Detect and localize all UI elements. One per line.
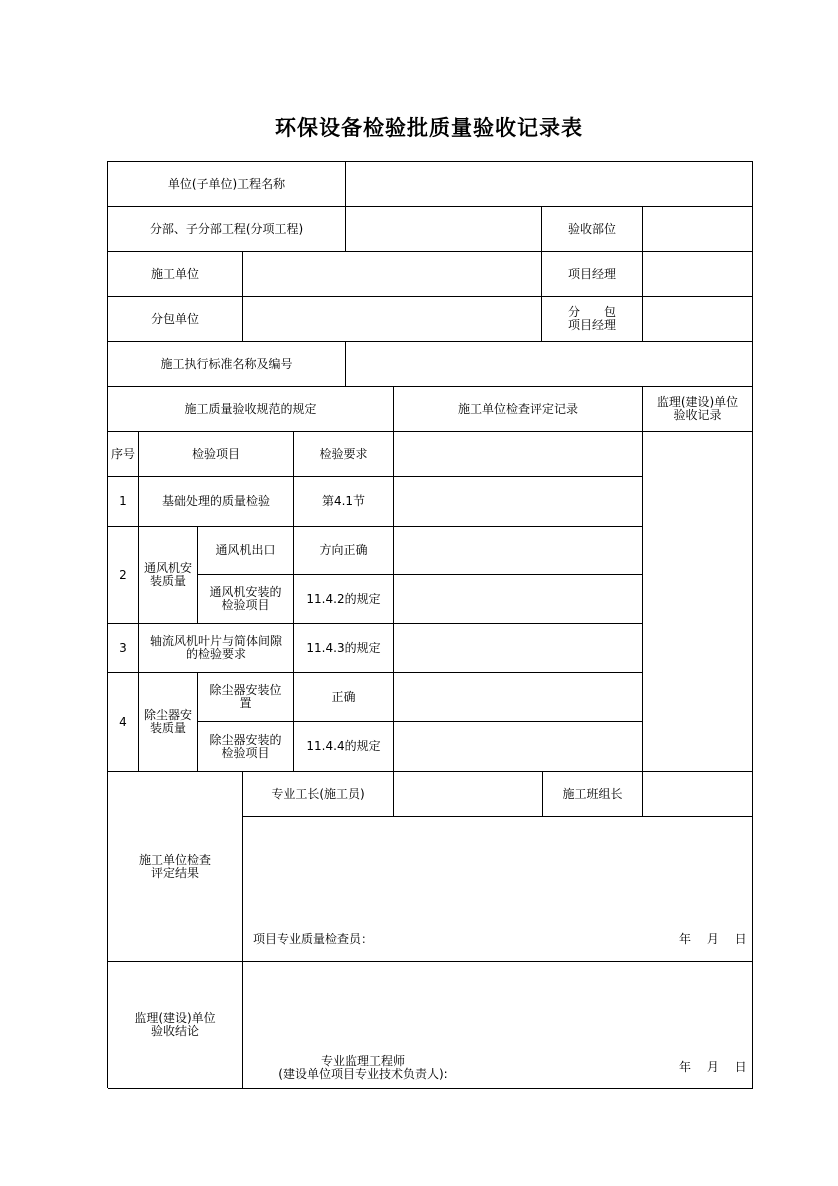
standard-label: 施工执行标准名称及编号 <box>108 342 346 387</box>
supervising-engineer-label: 专业监理工程师 (建设单位项目专业技术负责人): <box>278 1054 448 1081</box>
row-4-seq: 4 <box>108 673 139 772</box>
standard-field[interactable] <box>346 342 753 387</box>
acceptance-part-label: 验收部位 <box>542 207 643 252</box>
row-4b-requirement: 11.4.4的规定 <box>294 722 394 772</box>
team-leader-label: 施工班组长 <box>543 772 643 817</box>
unit-record-cell[interactable] <box>394 432 643 477</box>
row-4b-record[interactable] <box>394 722 643 772</box>
row-4a-requirement: 正确 <box>294 673 394 722</box>
row-2-seq: 2 <box>108 527 139 624</box>
row-4-group: 除尘器安 装质量 <box>139 673 198 772</box>
row-1-requirement: 第4.1节 <box>294 477 394 527</box>
unit-result-label: 施工单位检查 评定结果 <box>108 772 243 962</box>
unit-result-date: 年 月 日 <box>679 932 747 946</box>
sub-project-label: 分部、子分部工程(分项工程) <box>108 207 346 252</box>
sub-project-manager-field[interactable] <box>643 297 753 342</box>
row-1-record[interactable] <box>394 477 643 527</box>
row-2b-item: 通风机安装的 检验项目 <box>198 575 294 624</box>
row-2b-record[interactable] <box>394 575 643 624</box>
subcontract-unit-label: 分包单位 <box>108 297 243 342</box>
row-4a-item: 除尘器安装位 置 <box>198 673 294 722</box>
supervisor-record-cell[interactable] <box>643 432 753 772</box>
project-manager-label: 项目经理 <box>542 252 643 297</box>
acceptance-part-field[interactable] <box>643 207 753 252</box>
unit-record-header: 施工单位检查评定记录 <box>394 387 643 432</box>
row-4a-record[interactable] <box>394 673 643 722</box>
project-name-label: 单位(子单位)工程名称 <box>108 162 346 207</box>
acceptance-form <box>107 161 753 1088</box>
row-2a-record[interactable] <box>394 527 643 575</box>
item-header: 检验项目 <box>139 432 294 477</box>
foreman-label: 专业工长(施工员) <box>243 772 394 817</box>
row-3-requirement: 11.4.3的规定 <box>294 624 394 673</box>
project-name-field[interactable] <box>346 162 753 207</box>
supervisor-conclusion-label: 监理(建设)单位 验收结论 <box>108 962 243 1089</box>
row-3-record[interactable] <box>394 624 643 673</box>
sub-project-field[interactable] <box>346 207 542 252</box>
row-1-item: 基础处理的质量检验 <box>139 477 294 527</box>
construction-unit-label: 施工单位 <box>108 252 243 297</box>
row-2a-requirement: 方向正确 <box>294 527 394 575</box>
sub-project-manager-label: 分 包 项目经理 <box>542 297 643 342</box>
foreman-field[interactable] <box>394 772 543 817</box>
supervisor-conclusion-date: 年 月 日 <box>679 1060 747 1074</box>
quality-inspector-label: 项目专业质量检查员： <box>253 932 374 946</box>
row-2-group: 通风机安 装质量 <box>139 527 198 624</box>
row-3-item: 轴流风机叶片与简体间隙 的检验要求 <box>139 624 294 673</box>
requirement-header: 检验要求 <box>294 432 394 477</box>
row-2b-requirement: 11.4.2的规定 <box>294 575 394 624</box>
project-manager-field[interactable] <box>643 252 753 297</box>
row-4b-item: 除尘器安装的 检验项目 <box>198 722 294 772</box>
construction-unit-field[interactable] <box>243 252 542 297</box>
row-3-seq: 3 <box>108 624 139 673</box>
subcontract-unit-field[interactable] <box>243 297 542 342</box>
supervisor-record-header: 监理(建设)单位 验收记录 <box>643 387 753 432</box>
seq-header: 序号 <box>108 432 139 477</box>
team-leader-field[interactable] <box>643 772 753 817</box>
spec-header: 施工质量验收规范的规定 <box>108 387 394 432</box>
row-1-seq: 1 <box>108 477 139 527</box>
row-2a-item: 通风机出口 <box>198 527 294 575</box>
page-title: 环保设备检验批质量验收记录表 <box>275 116 583 140</box>
